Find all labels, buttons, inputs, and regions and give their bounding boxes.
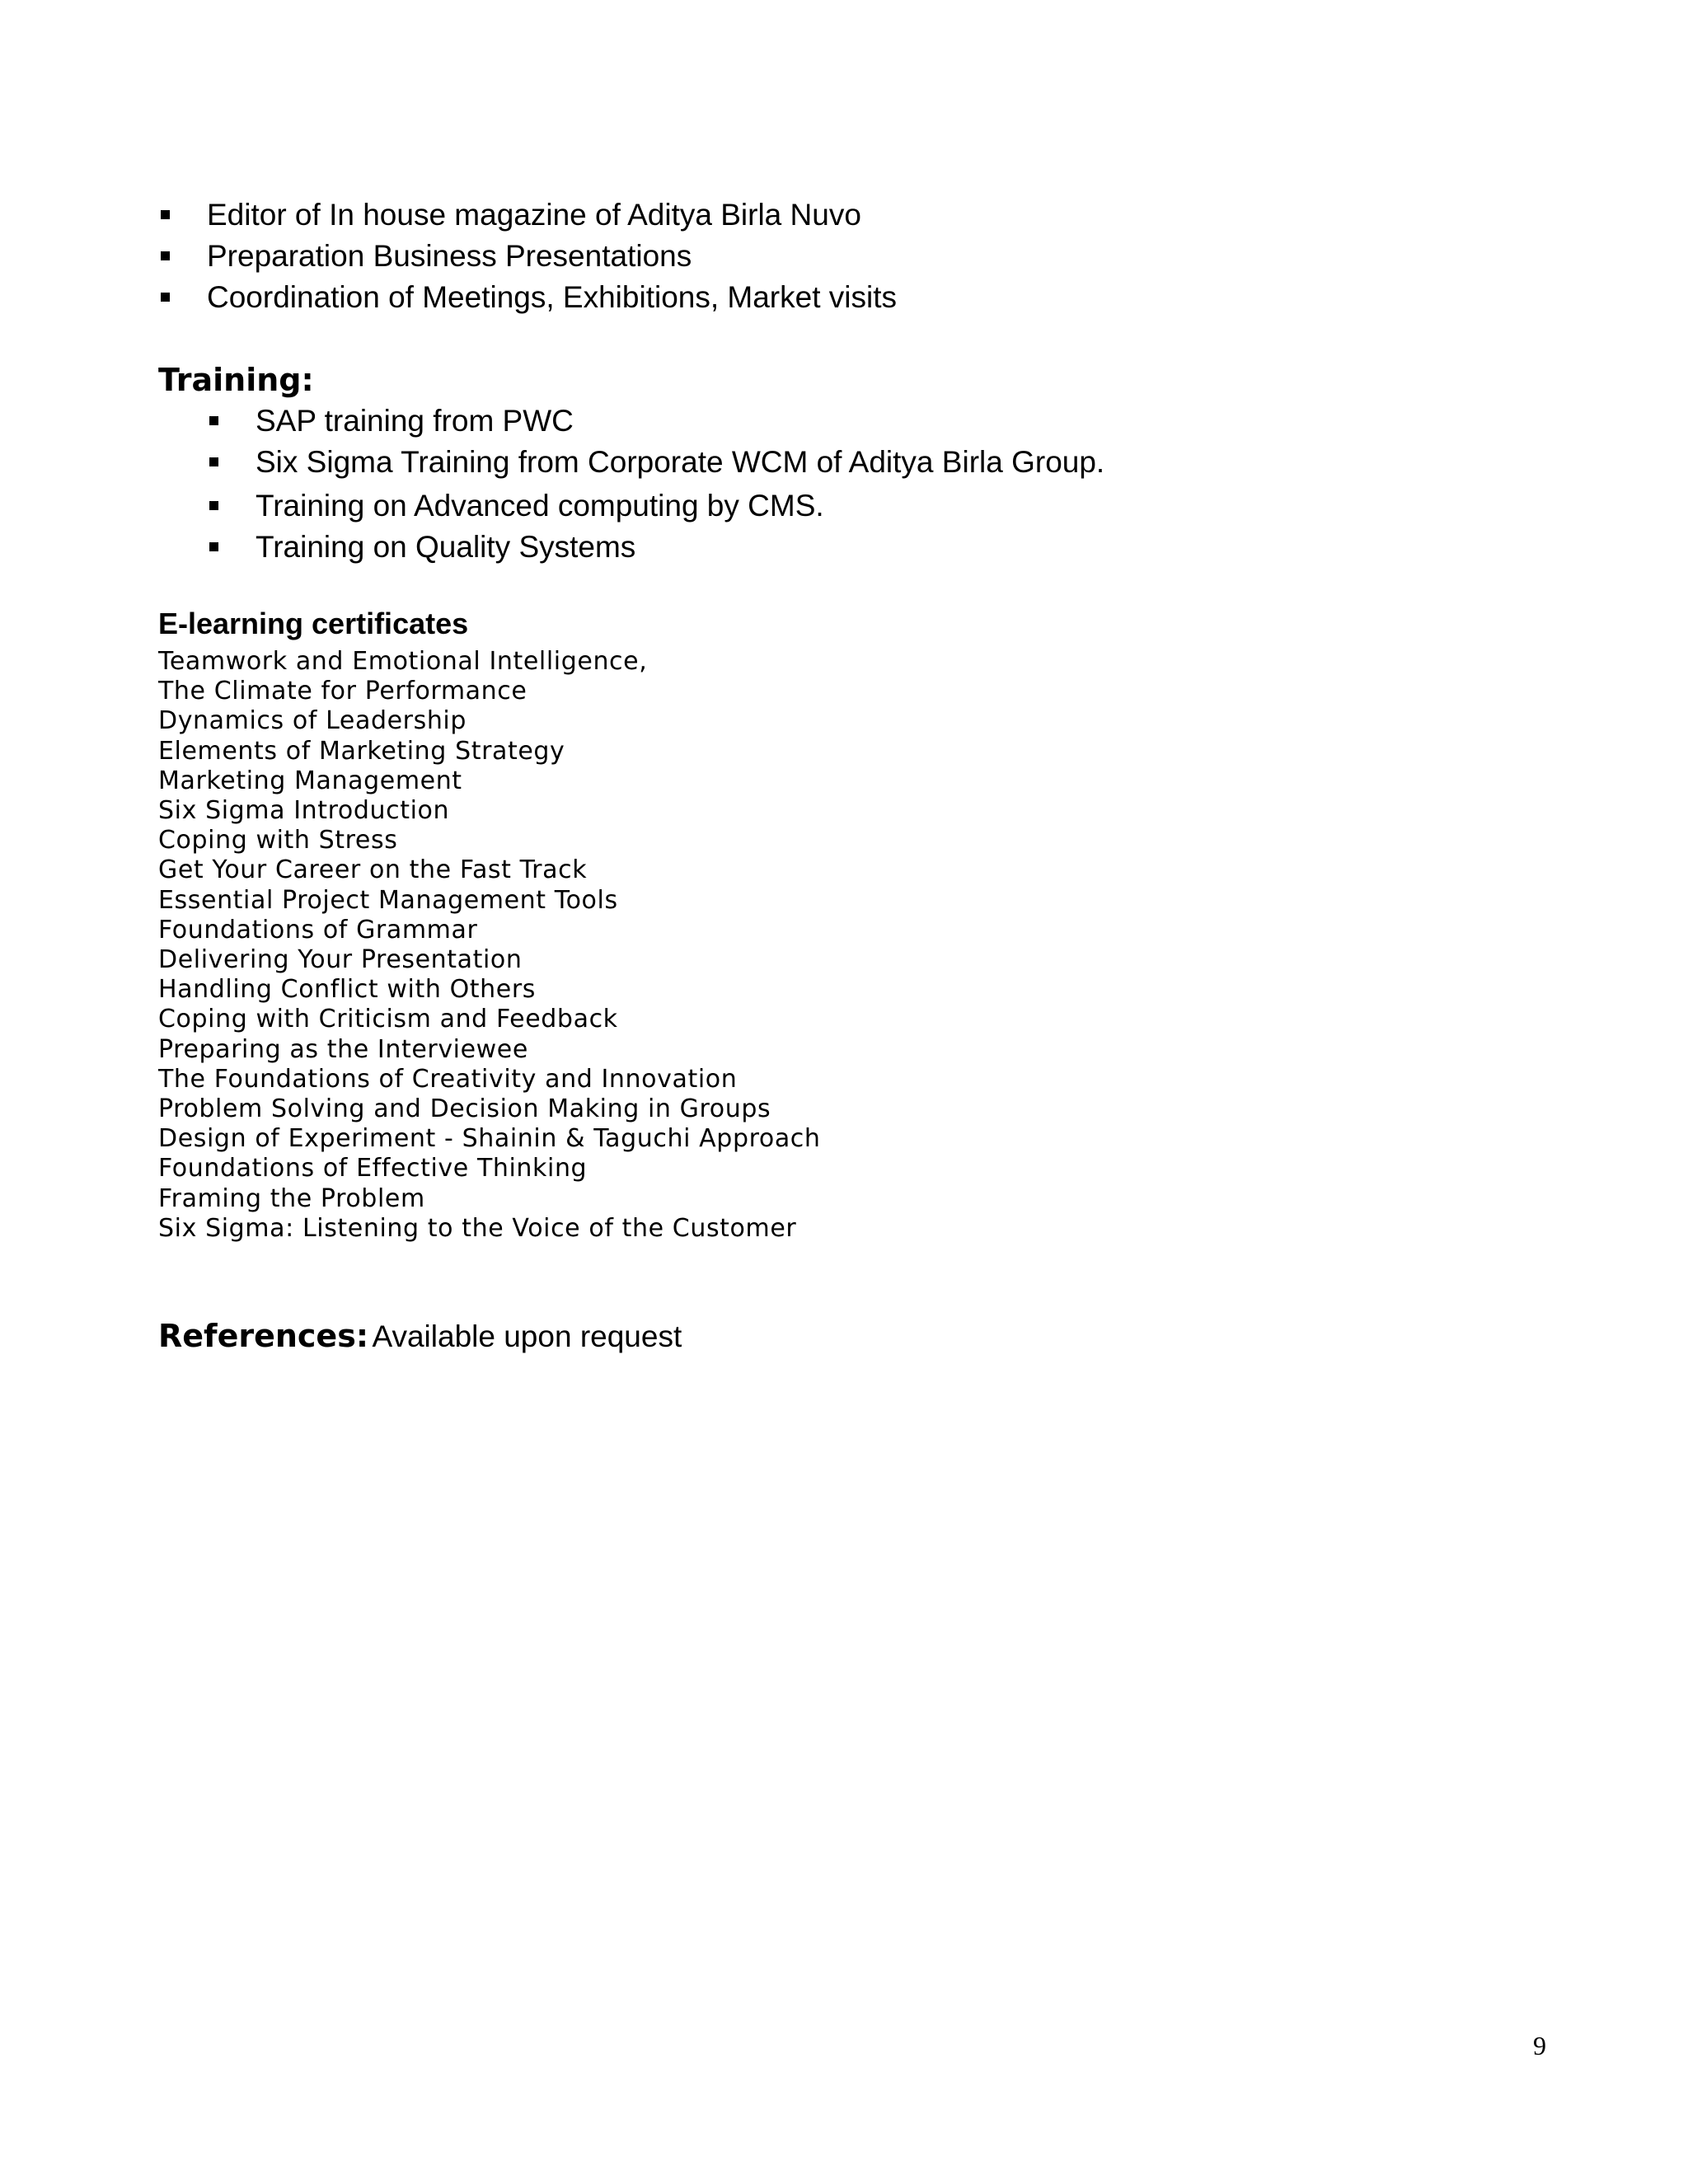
- references-label: References:: [158, 1318, 369, 1354]
- training-heading: Training:: [158, 362, 314, 398]
- certificate-item: Handling Conflict with Others: [158, 975, 536, 1005]
- list-item: Six Sigma Training from Corporate WCM of Aditya Birla Group.: [256, 442, 1104, 483]
- list-item: Preparation Business Presentations: [207, 236, 897, 277]
- list-item: Training on Advanced computing by CMS.: [256, 485, 1104, 527]
- square-bullet-icon: [161, 251, 170, 260]
- square-bullet-icon: [209, 416, 218, 425]
- elearning-certificates-list: [158, 647, 821, 1244]
- certificate-item: The Climate for Performance: [158, 677, 528, 706]
- list-item: Coordination of Meetings, Exhibitions, Market visits: [207, 277, 897, 318]
- certificate-item: Preparing as the Interviewee: [158, 1034, 528, 1064]
- certificate-item: Six Sigma Introduction: [158, 796, 450, 826]
- certificate-item: The Foundations of Creativity and Innovation: [158, 1064, 738, 1094]
- square-bullet-icon: [209, 457, 218, 466]
- square-bullet-icon: [209, 542, 218, 551]
- list-item: SAP training from PWC: [256, 401, 1104, 442]
- certificate-item: Design of Experiment - Shainin & Taguchi Approach: [158, 1124, 821, 1154]
- certificate-item: Coping with Criticism and Feedback: [158, 1005, 618, 1034]
- list-item: Training on Quality Systems: [256, 527, 1104, 568]
- certificate-item: Marketing Management: [158, 766, 462, 795]
- certificate-item: Elements of Marketing Strategy: [158, 736, 565, 766]
- certificate-item: Get Your Career on the Fast Track: [158, 855, 588, 885]
- list-item: Editor of In house magazine of Aditya Birla Nuvo: [207, 194, 897, 236]
- certificate-item: Delivering Your Presentation: [158, 945, 523, 975]
- references-line: [158, 1315, 682, 1364]
- certificate-item: Essential Project Management Tools: [158, 885, 618, 915]
- square-bullet-icon: [209, 501, 218, 510]
- certificate-item: Coping with Stress: [158, 826, 398, 855]
- square-bullet-icon: [161, 293, 170, 302]
- certificate-item: Framing the Problem: [158, 1183, 425, 1213]
- references-value: Available upon request: [372, 1319, 682, 1353]
- certificate-item: Teamwork and Emotional Intelligence,: [158, 647, 648, 676]
- certificate-item: Dynamics of Leadership: [158, 706, 467, 736]
- responsibilities-list: [207, 194, 897, 318]
- square-bullet-icon: [161, 210, 170, 219]
- certificate-item: Foundations of Grammar: [158, 915, 478, 944]
- elearning-heading: E-learning certificates: [158, 607, 469, 640]
- page-number: 9: [1533, 2031, 1546, 2060]
- certificate-item: Six Sigma: Listening to the Voice of the Customer: [158, 1213, 797, 1243]
- training-list: [256, 401, 1104, 568]
- certificate-item: Problem Solving and Decision Making in Groups: [158, 1094, 771, 1124]
- certificate-item: Foundations of Effective Thinking: [158, 1154, 588, 1183]
